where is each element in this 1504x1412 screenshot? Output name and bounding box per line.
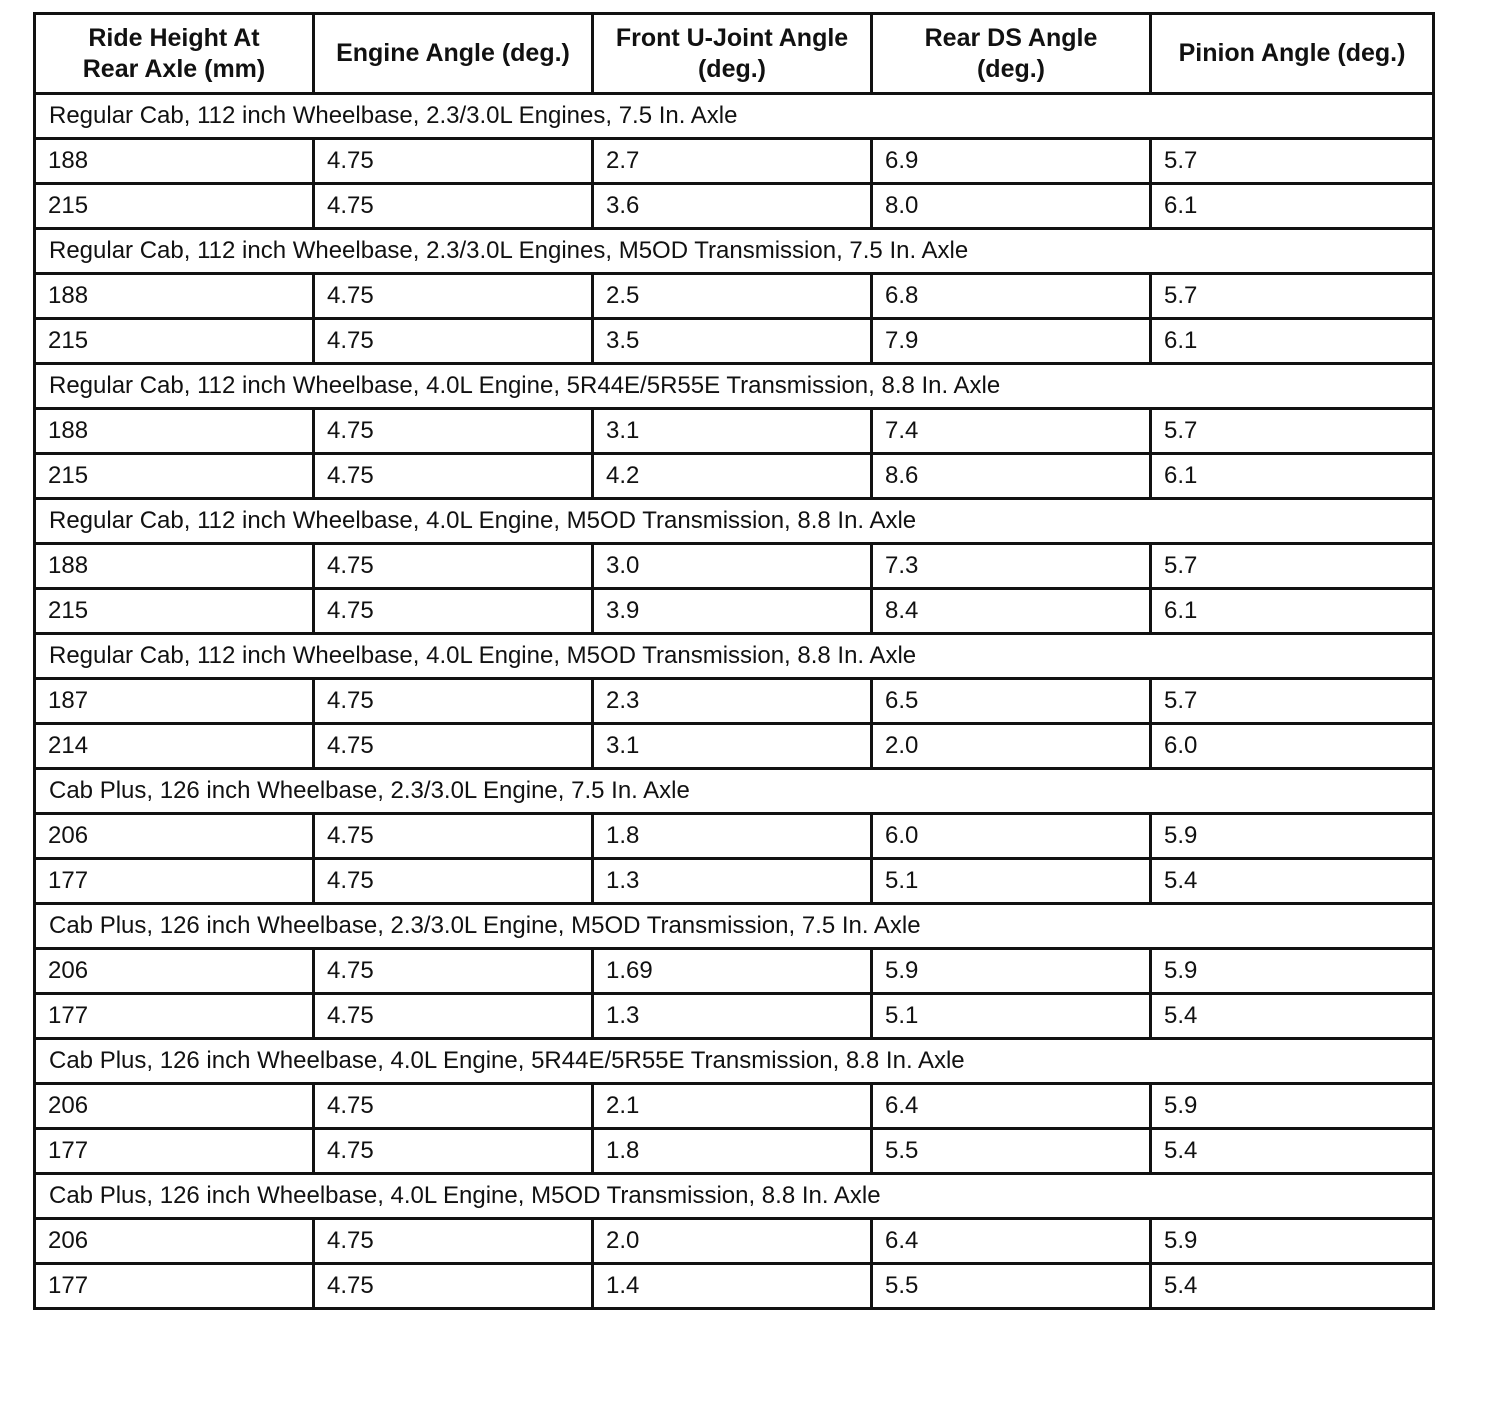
group-title-row xyxy=(35,229,1434,274)
pinion-angle-cell: 6.0 xyxy=(1151,724,1434,769)
engine-angle-cell: 4.75 xyxy=(314,139,593,184)
front-ujoint-angle-cell: 3.5 xyxy=(593,319,872,364)
rear-ds-angle-cell: 5.9 xyxy=(872,949,1151,994)
ride-height-cell: 215 xyxy=(35,589,314,634)
pinion-angle-cell: 5.9 xyxy=(1151,1084,1434,1129)
front-ujoint-angle-cell: 1.4 xyxy=(593,1264,872,1309)
ride-height-cell: 188 xyxy=(35,274,314,319)
front-ujoint-angle-cell: 1.3 xyxy=(593,994,872,1039)
rear-ds-angle-cell: 8.6 xyxy=(872,454,1151,499)
table-row xyxy=(35,589,1434,634)
rear-ds-angle-cell: 6.8 xyxy=(872,274,1151,319)
header-ride-height-label: Ride Height At Rear Axle (mm) xyxy=(82,23,266,83)
table-row xyxy=(35,1264,1434,1309)
rear-ds-angle-cell: 5.5 xyxy=(872,1264,1151,1309)
group-title-row xyxy=(35,769,1434,814)
header-front-ujoint-angle xyxy=(593,14,872,94)
ride-height-cell: 177 xyxy=(35,1264,314,1309)
table-header xyxy=(35,14,1434,94)
pinion-angle-cell: 5.4 xyxy=(1151,1264,1434,1309)
pinion-angle-cell: 5.4 xyxy=(1151,1129,1434,1174)
group-title-row xyxy=(35,1174,1434,1219)
engine-angle-cell: 4.75 xyxy=(314,1219,593,1264)
rear-ds-angle-cell: 5.1 xyxy=(872,994,1151,1039)
group-title-row xyxy=(35,499,1434,544)
ride-height-cell: 206 xyxy=(35,949,314,994)
table-row xyxy=(35,274,1434,319)
engine-angle-cell: 4.75 xyxy=(314,949,593,994)
table-row xyxy=(35,1084,1434,1129)
ride-height-cell: 177 xyxy=(35,994,314,1039)
front-ujoint-angle-cell: 2.1 xyxy=(593,1084,872,1129)
rear-ds-angle-cell: 6.4 xyxy=(872,1084,1151,1129)
table-row xyxy=(35,184,1434,229)
header-row xyxy=(35,14,1434,94)
group-title: Regular Cab, 112 inch Wheelbase, 2.3/3.0L Engines, M5OD Transmission, 7.5 In. Axle xyxy=(35,229,1434,274)
rear-ds-angle-cell: 2.0 xyxy=(872,724,1151,769)
ride-height-cell: 188 xyxy=(35,544,314,589)
group-title-row xyxy=(35,364,1434,409)
table-row xyxy=(35,859,1434,904)
header-engine-angle xyxy=(314,14,593,94)
rear-ds-angle-cell: 7.4 xyxy=(872,409,1151,454)
engine-angle-cell: 4.75 xyxy=(314,319,593,364)
pinion-angle-cell: 5.9 xyxy=(1151,814,1434,859)
engine-angle-cell: 4.75 xyxy=(314,859,593,904)
pinion-angle-cell: 5.9 xyxy=(1151,1219,1434,1264)
rear-ds-angle-cell: 8.0 xyxy=(872,184,1151,229)
engine-angle-cell: 4.75 xyxy=(314,1084,593,1129)
ride-height-cell: 215 xyxy=(35,184,314,229)
pinion-angle-cell: 5.7 xyxy=(1151,139,1434,184)
front-ujoint-angle-cell: 3.1 xyxy=(593,724,872,769)
pinion-angle-cell: 6.1 xyxy=(1151,184,1434,229)
table-row xyxy=(35,724,1434,769)
header-ride-height xyxy=(35,14,314,94)
ride-height-cell: 177 xyxy=(35,1129,314,1174)
pinion-angle-cell: 6.1 xyxy=(1151,319,1434,364)
front-ujoint-angle-cell: 1.3 xyxy=(593,859,872,904)
ride-height-cell: 206 xyxy=(35,1219,314,1264)
table-row xyxy=(35,454,1434,499)
rear-ds-angle-cell: 6.4 xyxy=(872,1219,1151,1264)
group-title-row xyxy=(35,904,1434,949)
header-pinion-angle xyxy=(1151,14,1434,94)
front-ujoint-angle-cell: 2.3 xyxy=(593,679,872,724)
pinion-angle-cell: 5.4 xyxy=(1151,994,1434,1039)
engine-angle-cell: 4.75 xyxy=(314,994,593,1039)
pinion-angle-cell: 5.7 xyxy=(1151,409,1434,454)
engine-angle-cell: 4.75 xyxy=(314,814,593,859)
rear-ds-angle-cell: 7.3 xyxy=(872,544,1151,589)
rear-ds-angle-cell: 6.9 xyxy=(872,139,1151,184)
group-title-row xyxy=(35,1039,1434,1084)
engine-angle-cell: 4.75 xyxy=(314,184,593,229)
group-title: Cab Plus, 126 inch Wheelbase, 2.3/3.0L Engine, 7.5 In. Axle xyxy=(35,769,1434,814)
header-engine-angle-label: Engine Angle (deg.) xyxy=(336,39,570,67)
ride-height-cell: 206 xyxy=(35,814,314,859)
table-row xyxy=(35,1219,1434,1264)
header-rear-ds-angle-label: Rear DS Angle (deg.) xyxy=(924,23,1098,83)
pinion-angle-cell: 5.7 xyxy=(1151,544,1434,589)
table-row xyxy=(35,319,1434,364)
group-title: Cab Plus, 126 inch Wheelbase, 2.3/3.0L Engine, M5OD Transmission, 7.5 In. Axle xyxy=(35,904,1434,949)
header-front-ujoint-angle-label: Front U-Joint Angle (deg.) xyxy=(615,23,849,83)
rear-ds-angle-cell: 8.4 xyxy=(872,589,1151,634)
ride-height-cell: 177 xyxy=(35,859,314,904)
engine-angle-cell: 4.75 xyxy=(314,544,593,589)
group-title-row xyxy=(35,634,1434,679)
ride-height-cell: 215 xyxy=(35,319,314,364)
front-ujoint-angle-cell: 3.1 xyxy=(593,409,872,454)
front-ujoint-angle-cell: 1.69 xyxy=(593,949,872,994)
engine-angle-cell: 4.75 xyxy=(314,274,593,319)
front-ujoint-angle-cell: 2.5 xyxy=(593,274,872,319)
pinion-angle-cell: 5.7 xyxy=(1151,274,1434,319)
pinion-angle-cell: 6.1 xyxy=(1151,589,1434,634)
rear-ds-angle-cell: 6.0 xyxy=(872,814,1151,859)
rear-ds-angle-cell: 5.5 xyxy=(872,1129,1151,1174)
table-body xyxy=(35,94,1434,1309)
front-ujoint-angle-cell: 2.7 xyxy=(593,139,872,184)
front-ujoint-angle-cell: 1.8 xyxy=(593,1129,872,1174)
engine-angle-cell: 4.75 xyxy=(314,589,593,634)
ride-height-cell: 187 xyxy=(35,679,314,724)
ride-height-cell: 215 xyxy=(35,454,314,499)
group-title: Regular Cab, 112 inch Wheelbase, 4.0L Engine, M5OD Transmission, 8.8 In. Axle xyxy=(35,634,1434,679)
engine-angle-cell: 4.75 xyxy=(314,409,593,454)
table-row xyxy=(35,814,1434,859)
pinion-angle-cell: 5.4 xyxy=(1151,859,1434,904)
rear-ds-angle-cell: 5.1 xyxy=(872,859,1151,904)
table-row xyxy=(35,1129,1434,1174)
front-ujoint-angle-cell: 4.2 xyxy=(593,454,872,499)
engine-angle-cell: 4.75 xyxy=(314,1264,593,1309)
group-title-row xyxy=(35,94,1434,139)
front-ujoint-angle-cell: 1.8 xyxy=(593,814,872,859)
engine-angle-cell: 4.75 xyxy=(314,1129,593,1174)
table-row xyxy=(35,679,1434,724)
group-title: Regular Cab, 112 inch Wheelbase, 4.0L Engine, M5OD Transmission, 8.8 In. Axle xyxy=(35,499,1434,544)
front-ujoint-angle-cell: 3.9 xyxy=(593,589,872,634)
table-row xyxy=(35,994,1434,1039)
header-pinion-angle-label: Pinion Angle (deg.) xyxy=(1178,39,1406,67)
pinion-angle-cell: 5.9 xyxy=(1151,949,1434,994)
front-ujoint-angle-cell: 3.6 xyxy=(593,184,872,229)
engine-angle-cell: 4.75 xyxy=(314,724,593,769)
engine-angle-cell: 4.75 xyxy=(314,454,593,499)
group-title: Regular Cab, 112 inch Wheelbase, 2.3/3.0L Engines, 7.5 In. Axle xyxy=(35,94,1434,139)
group-title: Regular Cab, 112 inch Wheelbase, 4.0L Engine, 5R44E/5R55E Transmission, 8.8 In. Axle xyxy=(35,364,1434,409)
table-row xyxy=(35,544,1434,589)
rear-ds-angle-cell: 6.5 xyxy=(872,679,1151,724)
front-ujoint-angle-cell: 2.0 xyxy=(593,1219,872,1264)
engine-angle-cell: 4.75 xyxy=(314,679,593,724)
driveline-angle-table xyxy=(33,12,1435,1310)
ride-height-cell: 188 xyxy=(35,139,314,184)
ride-height-cell: 206 xyxy=(35,1084,314,1129)
table-row xyxy=(35,949,1434,994)
group-title: Cab Plus, 126 inch Wheelbase, 4.0L Engine, M5OD Transmission, 8.8 In. Axle xyxy=(35,1174,1434,1219)
front-ujoint-angle-cell: 3.0 xyxy=(593,544,872,589)
group-title: Cab Plus, 126 inch Wheelbase, 4.0L Engine, 5R44E/5R55E Transmission, 8.8 In. Axle xyxy=(35,1039,1434,1084)
rear-ds-angle-cell: 7.9 xyxy=(872,319,1151,364)
header-rear-ds-angle xyxy=(872,14,1151,94)
table-row xyxy=(35,409,1434,454)
ride-height-cell: 188 xyxy=(35,409,314,454)
pinion-angle-cell: 5.7 xyxy=(1151,679,1434,724)
ride-height-cell: 214 xyxy=(35,724,314,769)
pinion-angle-cell: 6.1 xyxy=(1151,454,1434,499)
table-row xyxy=(35,139,1434,184)
